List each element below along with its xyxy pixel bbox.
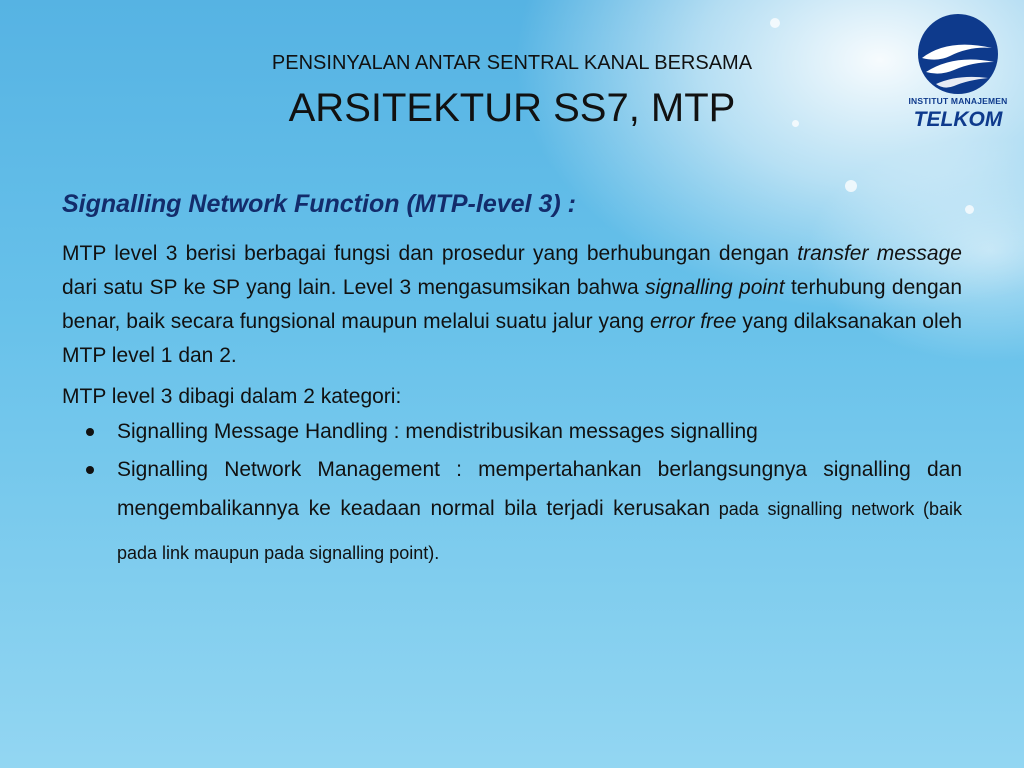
slide-content	[62, 190, 962, 579]
logo-text-institute: INSTITUT MANAJEMEN	[908, 96, 1008, 106]
text-run: dari satu SP ke SP yang lain. Level 3 mengasumsikan bahwa	[62, 276, 646, 299]
bullet-icon	[86, 428, 94, 436]
italic-term: error free	[649, 310, 737, 333]
slide-subtitle: PENSINYALAN ANTAR SENTRAL KANAL BERSAMA	[271, 52, 753, 74]
logo-text-telkom: TELKOM	[913, 108, 1003, 131]
italic-term: transfer message	[797, 242, 962, 265]
bullet-text-small: pada signalling network (baik pada link maupun pada signalling point).	[117, 499, 962, 563]
text-run: yang dilaksanakan oleh MTP level 1 dan 2.	[62, 310, 963, 367]
background-splash	[770, 18, 780, 28]
list-item	[62, 415, 962, 449]
background-splash	[965, 205, 974, 214]
bullet-icon	[86, 466, 94, 474]
italic-term: signalling point	[645, 276, 785, 299]
list-item	[62, 453, 962, 575]
text-run: MTP level 3 berisi berbagai fungsi dan prosedur yang berhubungan dengan	[62, 242, 798, 265]
description-paragraph	[62, 237, 962, 373]
section-heading: Signalling Network Function (MTP-level 3) :	[62, 190, 576, 218]
category-list	[62, 415, 962, 575]
bullet-text: Signalling Message Handling : mendistribusikan messages signalling	[117, 420, 758, 443]
slide-title: ARSITEKTUR SS7, MTP	[288, 86, 736, 130]
text-run: terhubung dengan benar, baik secara fungsional maupun melalui suatu jalur yang	[62, 276, 962, 333]
categories-intro: MTP level 3 dibagi dalam 2 kategori:	[62, 385, 402, 408]
bullet-text: Signalling Network Management : mempertahankan berlangsungnya signalling dan mengembalikannya ke keadaan normal bila terjadi kerusakan	[117, 458, 962, 520]
